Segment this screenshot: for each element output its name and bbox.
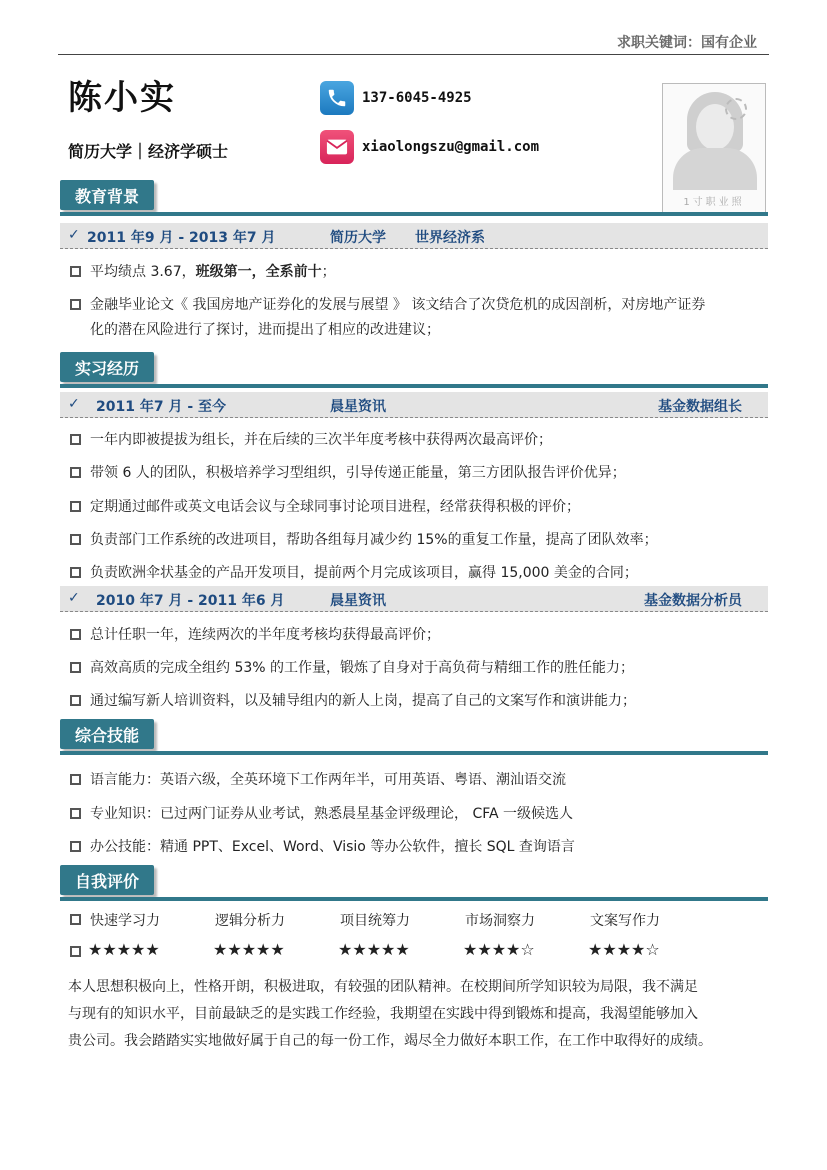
- skill-name: 快速学习力: [90, 913, 160, 929]
- job-entry: [60, 586, 768, 612]
- phone-number: 137-6045-4925: [362, 90, 472, 106]
- section-internship: [60, 352, 768, 388]
- bullet-icon: [70, 914, 81, 925]
- list-item: 语言能力：英语六级，全英环境下工作两年半，可用英语、粤语、潮汕语交流: [70, 768, 760, 793]
- entry-role: 基金数据分析员: [644, 593, 742, 609]
- phone-contact[interactable]: [320, 81, 472, 115]
- phone-icon: [320, 81, 354, 115]
- section-rule: [60, 751, 768, 755]
- list-item: 定期通过邮件或英文电话会议与全球同事讨论项目进程，经常获得积极的评价；: [70, 495, 760, 520]
- photo-caption: 1寸职业照: [683, 197, 745, 208]
- header-rule: [58, 54, 769, 55]
- bullet-icon: [70, 695, 81, 706]
- section-title: 实习经历: [60, 352, 154, 382]
- skill-name: 逻辑分析力: [215, 913, 285, 929]
- list-item: 一年内即被提拔为组长，并在后续的三次半年度考核中获得两次最高评价；: [70, 428, 760, 453]
- self-evaluation-text: 本人思想积极向上，性格开朗，积极进取，有较强的团队精神。在校期间所学知识较为局限，我不满足 与现有的知识水平，目前最缺乏的是实践工作经验，我期望在实践中得到锻炼和提高，我渴望能够加入 贵公司。我会踏踏实实地做好属于自己的每一份工作，竭尽全力做好本职工作，在工作中取得好的成绩。: [68, 979, 712, 1049]
- bullet-icon: [70, 501, 81, 512]
- entry-school: 简历大学: [330, 230, 386, 246]
- email-contact[interactable]: [320, 130, 539, 164]
- bullet-icon: [70, 629, 81, 640]
- candidate-name: 陈小实: [68, 78, 176, 118]
- section-education: [60, 180, 768, 216]
- bullet-icon: [70, 299, 81, 310]
- list-item: 平均绩点 3.67，班级第一，全系前十；: [70, 260, 760, 285]
- list-item: 高效高质的完成全组约 53% 的工作量，锻炼了自身对于高负荷与精细工作的胜任能力；: [70, 656, 760, 681]
- bullet-icon: [70, 946, 81, 957]
- list-item: 负责欧洲伞状基金的产品开发项目，提前两个月完成该项目，赢得 15,000 美金的合同；: [70, 561, 760, 586]
- bullet-icon: [70, 774, 81, 785]
- bullet-icon: [70, 266, 81, 277]
- candidate-subtitle: 简历大学｜经济学硕士: [68, 142, 229, 161]
- entry-date: 2011 年7 月 - 至今: [96, 399, 227, 415]
- bullet-icon: [70, 662, 81, 673]
- section-self-evaluation: [60, 865, 768, 901]
- bullet-icon: [70, 434, 81, 445]
- list-item: 办公技能：精通 PPT、Excel、Word、Visio 等办公软件，擅长 SQL 查询语言: [70, 835, 760, 860]
- section-title: 自我评价: [60, 865, 154, 895]
- section-skills: [60, 719, 768, 755]
- check-icon: ✓: [68, 396, 80, 412]
- list-item: 金融毕业论文《 我国房地产证券化的发展与展望 》 该文结合了次贷危机的成因剖析，对房地产证券 化的潜在风险进行了探讨，进而提出了相应的改进建议；: [70, 293, 760, 342]
- check-icon: ✓: [68, 227, 80, 243]
- job-entry: [60, 392, 768, 418]
- entry-date: 2010 年7 月 - 2011 年6 月: [96, 593, 285, 609]
- star-rating: ★★★★☆: [463, 940, 535, 959]
- section-rule: [60, 897, 768, 901]
- education-entry: [60, 223, 768, 249]
- email-address: xiaolongszu@gmail.com: [362, 139, 540, 155]
- list-item: 专业知识：已过两门证券从业考试，熟悉晨星基金评级理论， CFA 一级候选人: [70, 802, 760, 827]
- entry-date: 2011 年9 月 - 2013 年7 月: [87, 230, 276, 246]
- section-rule: [60, 212, 768, 216]
- entry-company: 晨星资讯: [330, 399, 386, 415]
- star-rating: ★★★★☆: [588, 940, 660, 959]
- entry-major: 世界经济系: [415, 230, 485, 246]
- bullet-icon: [70, 467, 81, 478]
- skill-ratings: [70, 908, 760, 968]
- list-item: 带领 6 人的团队，积极培养学习型组织，引导传递正能量，第三方团队报告评价优异；: [70, 461, 760, 486]
- entry-role: 基金数据组长: [658, 399, 742, 415]
- entry-company: 晨星资讯: [330, 593, 386, 609]
- bullet-icon: [70, 567, 81, 578]
- skill-name: 市场洞察力: [465, 913, 535, 929]
- star-rating: ★★★★★: [338, 940, 410, 959]
- bullet-icon: [70, 534, 81, 545]
- star-rating: ★★★★★: [213, 940, 285, 959]
- stamp-icon: [725, 98, 747, 120]
- section-title: 综合技能: [60, 719, 154, 749]
- list-item: 总计任职一年，连续两次的半年度考核均获得最高评价；: [70, 623, 760, 648]
- bullet-icon: [70, 841, 81, 852]
- list-item: 负责部门工作系统的改进项目，帮助各组每月减少约 15%的重复工作量，提高了团队效率；: [70, 528, 760, 553]
- bullet-icon: [70, 808, 81, 819]
- mail-icon: [320, 130, 354, 164]
- check-icon: ✓: [68, 590, 80, 606]
- section-rule: [60, 384, 768, 388]
- star-rating: ★★★★★: [88, 940, 160, 959]
- skill-name: 项目统筹力: [340, 913, 410, 929]
- job-keyword: 求职关键词：国有企业: [617, 35, 757, 51]
- list-item: 通过编写新人培训资料，以及辅导组内的新人上岗，提高了自己的文案写作和演讲能力；: [70, 689, 760, 714]
- section-title: 教育背景: [60, 180, 154, 210]
- skill-name: 文案写作力: [590, 913, 660, 929]
